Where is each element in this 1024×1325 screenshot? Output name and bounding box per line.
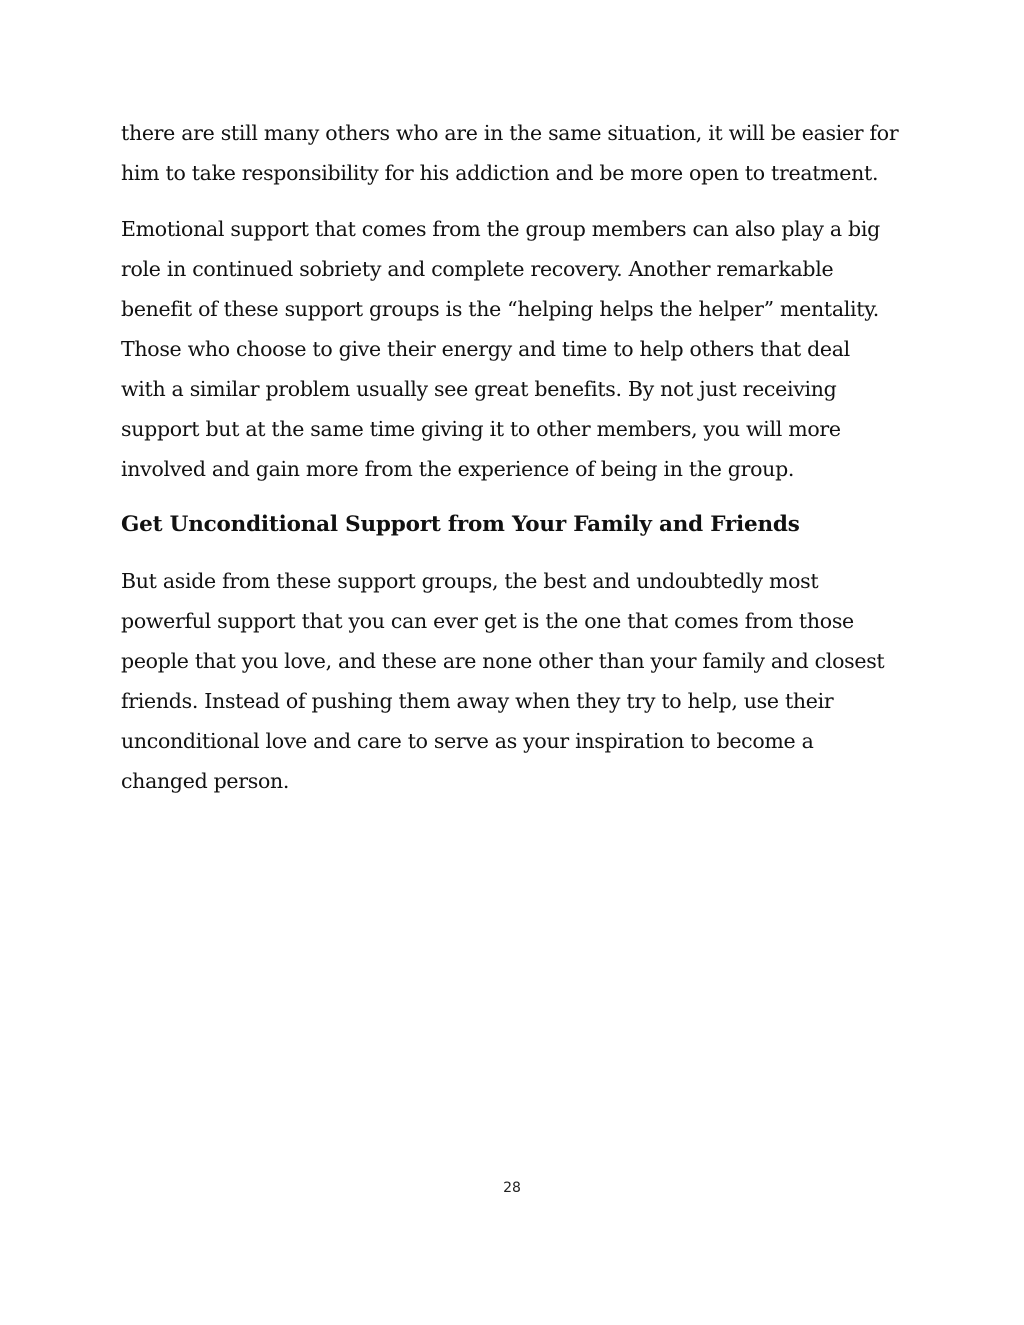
text-line: Those who choose to give their energy and time to help others that deal xyxy=(121,337,850,361)
text-line: powerful support that you can ever get is the one that comes from those xyxy=(121,609,854,633)
text-line: with a similar problem usually see great benefits. By not just receiving xyxy=(121,377,837,401)
paragraph-1 xyxy=(121,113,921,193)
text-line: there are still many others who are in the same situation, it will be easier for xyxy=(121,121,899,145)
text-line: changed person. xyxy=(121,769,290,793)
text-line: Emotional support that comes from the group members can also play a big xyxy=(121,217,880,241)
text-line: benefit of these support groups is the “helping helps the helper” mentality. xyxy=(121,297,879,321)
text-line: role in continued sobriety and complete recovery. Another remarkable xyxy=(121,257,834,281)
page-content xyxy=(121,113,921,817)
text-line: involved and gain more from the experience of being in the group. xyxy=(121,457,795,481)
text-line: unconditional love and care to serve as your inspiration to become a xyxy=(121,729,814,753)
text-line: But aside from these support groups, the best and undoubtedly most xyxy=(121,569,819,593)
text-line: people that you love, and these are none other than your family and closest xyxy=(121,649,885,673)
text-line: him to take responsibility for his addiction and be more open to treatment. xyxy=(121,161,879,185)
text-line: friends. Instead of pushing them away when they try to help, use their xyxy=(121,689,834,713)
section-heading: Get Unconditional Support from Your Family and Friends xyxy=(121,512,800,537)
paragraph-2 xyxy=(121,209,921,489)
paragraph-3 xyxy=(121,561,921,801)
page-number: 28 xyxy=(503,1180,521,1196)
text-line: support but at the same time giving it to other members, you will more xyxy=(121,417,841,441)
